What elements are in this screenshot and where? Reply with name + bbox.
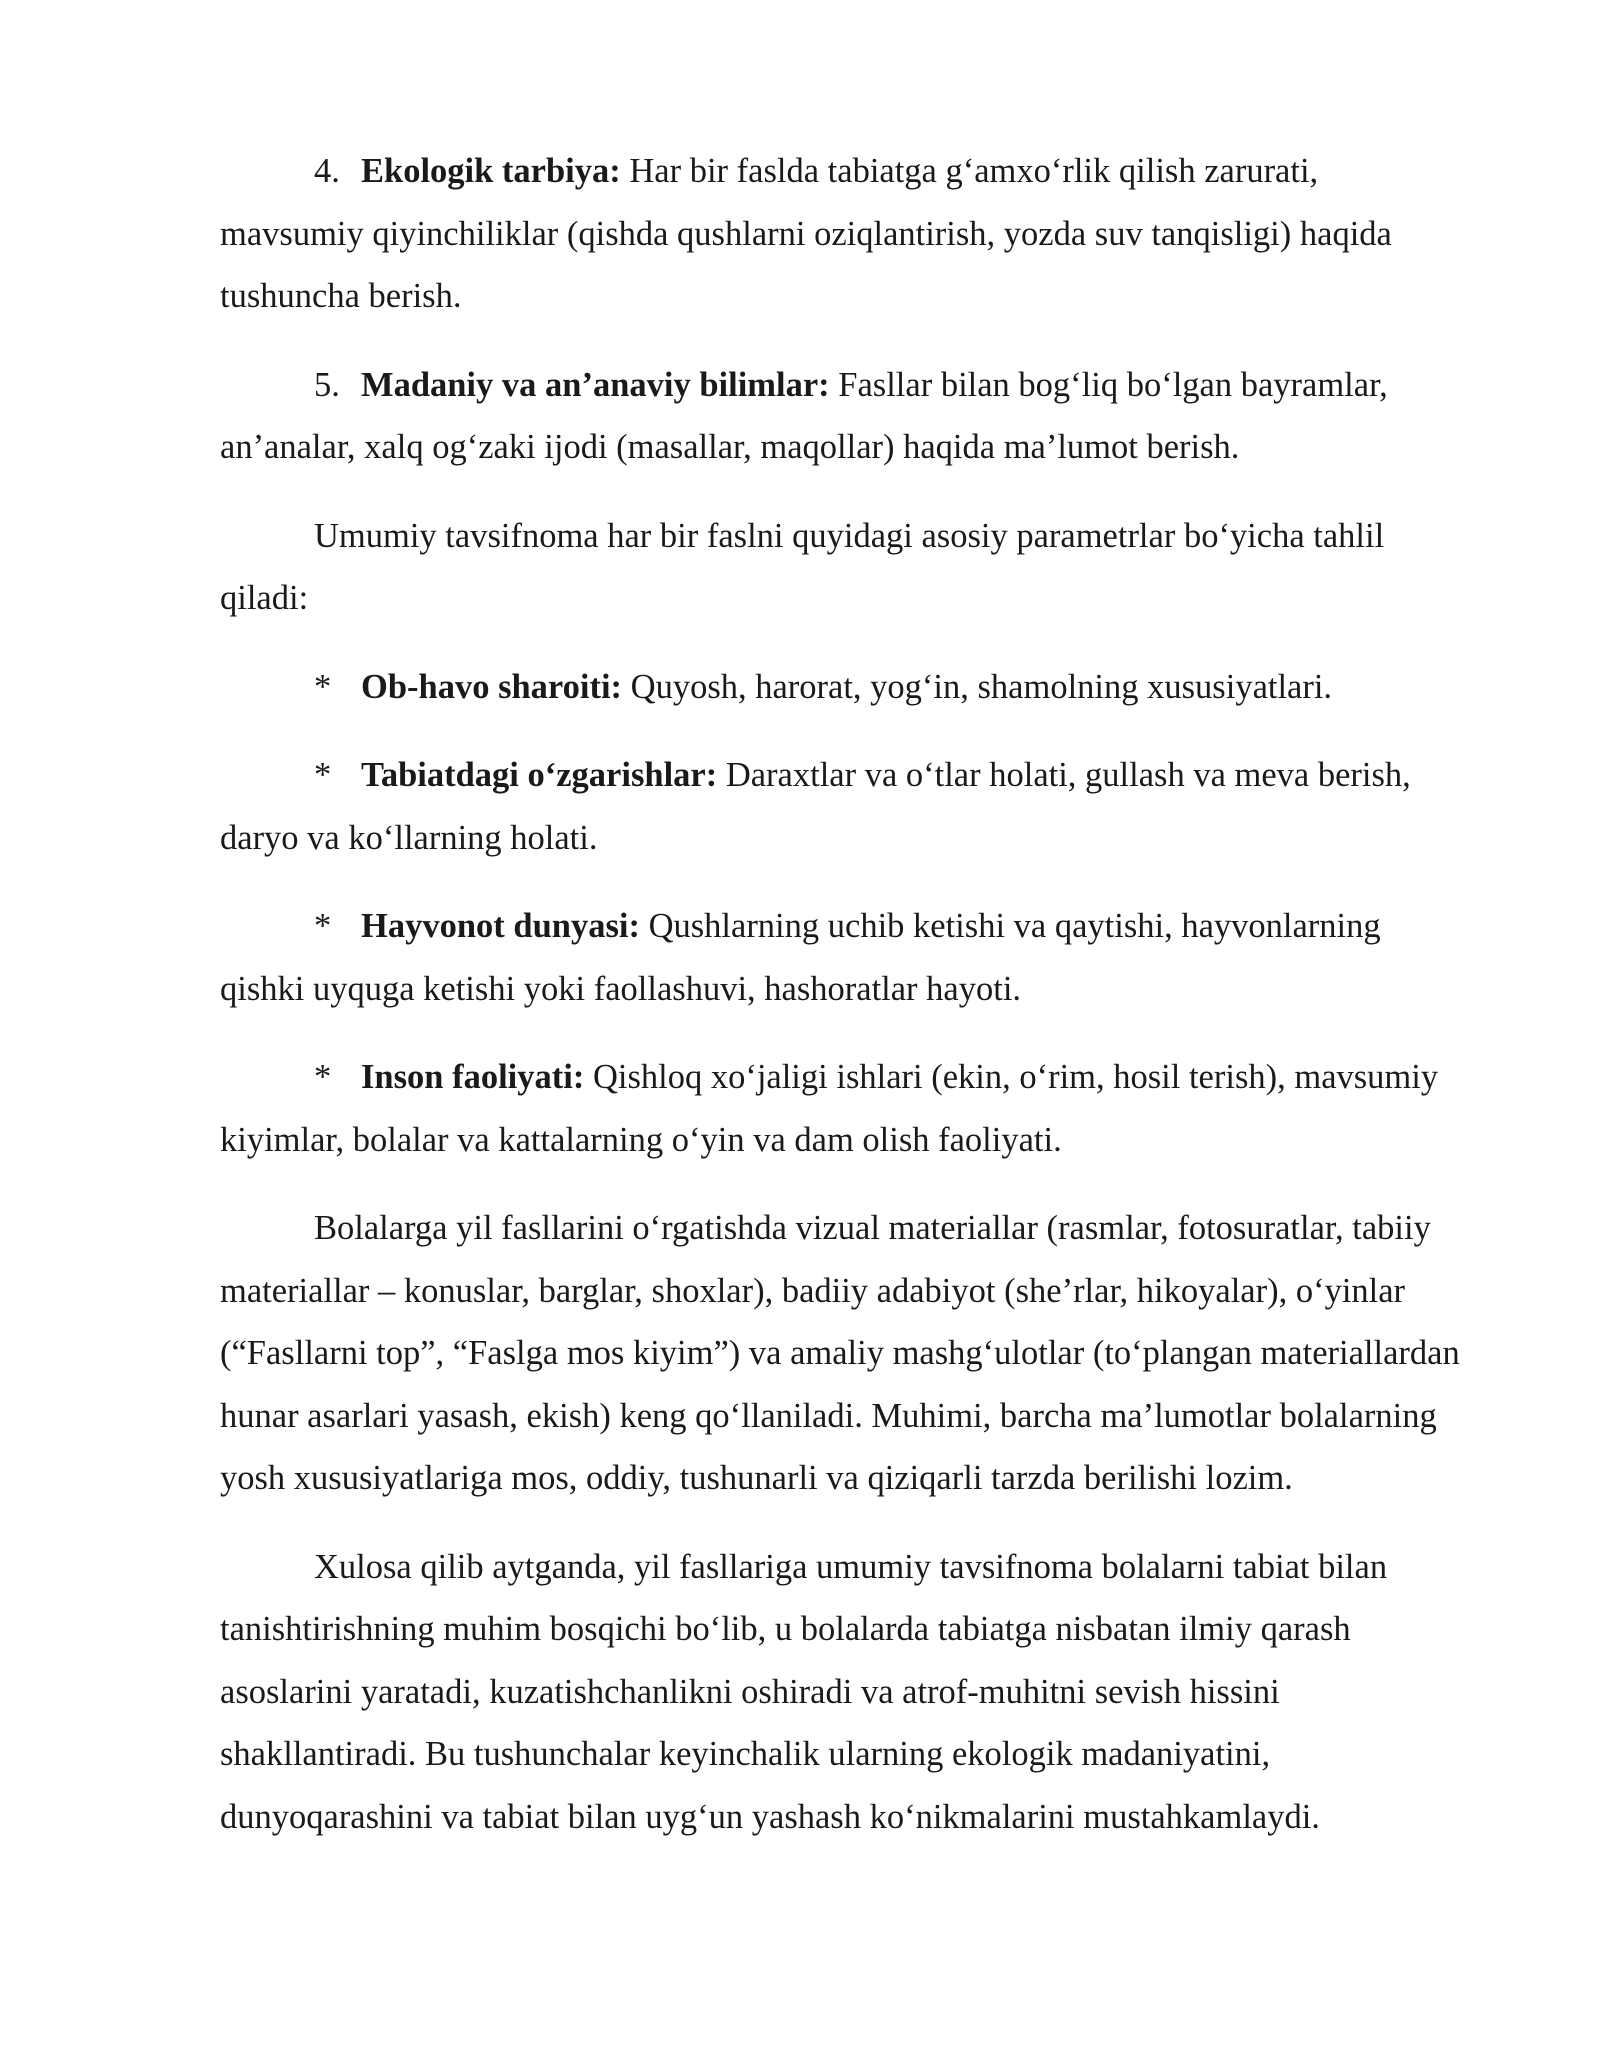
item-text: Qishloq xo‘jaligi ishlari (ekin, o‘rim, hosil terish), mavsumiy kiyimlar, bolalar va kattalarning o‘yin va dam olish faoliyati. — [220, 1058, 1439, 1159]
bullet-marker: * — [314, 667, 332, 706]
conclusion-paragraph: Xulosa qilib aytganda, yil fasllariga umumiy tavsifnoma bolalarni tabiat bilan tanishtirishning muhim bosqichi bo‘lib, u bolalarda tabiatga nisbatan ilmiy qarash asoslarini yaratadi, kuzatishchanlikni oshiradi va atrof-muhitni sevish hissini shakllantiradi. Bu tushunchalar keyinchalik ularning ekologik madaniyatini, dunyoqarashini va tabiat bilan uyg‘un yashash ko‘nikmalarini mustahkamlaydi. — [220, 1547, 1388, 1836]
bullet-item-nature-changes — [220, 744, 1470, 869]
item-term: Hayvonot dunyasi: — [361, 907, 640, 945]
numbered-item-cultural-knowledge — [220, 354, 1470, 479]
item-term: Madaniy va an’anaviy bilimlar: — [361, 365, 830, 404]
bullet-item-weather — [220, 656, 1470, 719]
list-number: 4. — [314, 152, 340, 190]
bullet-item-human-activity — [220, 1046, 1470, 1171]
list-number: 5. — [314, 365, 340, 404]
item-text: Qushlarning uchib ketishi va qaytishi, hayvonlarning qishki uyquga ketishi yoki faollashuvi, hashoratlar hayoti. — [220, 907, 1381, 1008]
item-text: Daraxtlar va o‘tlar holati, gullash va meva berish, daryo va ko‘llarning holati. — [220, 756, 1411, 857]
item-term: Inson faoliyati: — [361, 1058, 585, 1096]
item-term: Tabiatdagi o‘zgarishlar: — [361, 756, 718, 794]
item-text: Quyosh, harorat, yog‘in, shamolning xususiyatlari. — [622, 667, 1333, 706]
document-body — [220, 140, 1470, 1874]
numbered-item-ecological-education — [220, 140, 1470, 328]
bullet-marker: * — [314, 756, 332, 794]
bullet-marker: * — [314, 1058, 332, 1096]
materials-paragraph: Bolalarga yil fasllarini o‘rgatishda vizual materiallar (rasmlar, fotosuratlar, tabiiy materiallar – konuslar, barglar, shoxlar), badiiy adabiyot (she’rlar, hikoyalar), o‘yinlar (“Fasllarni top”, “Faslga mos kiyim”) va amaliy mashg‘ulotlar (to‘plangan materiallardan hunar asarlari yasash, ekish) keng qo‘llaniladi. Muhimi, barcha ma’lumotlar bolalarning yosh xususiyatlariga mos, oddiy, tushunarli va qiziqarli tarzda berilishi lozim. — [220, 1209, 1460, 1497]
bullet-item-animal-world — [220, 895, 1470, 1020]
item-term: Ekologik tarbiya: — [361, 152, 621, 190]
bullet-marker: * — [314, 907, 332, 945]
intro-paragraph: Umumiy tavsifnoma har bir faslni quyidagi asosiy parametrlar bo‘yicha tahlil qiladi: — [220, 516, 1385, 617]
item-text: Fasllar bilan bog‘liq bo‘lgan bayramlar, an’analar, xalq og‘zaki ijodi (masallar, maqollar) haqida ma’lumot berish. — [220, 365, 1388, 466]
item-term: Ob-havo sharoiti: — [361, 667, 623, 706]
item-text: Har bir faslda tabiatga g‘amxo‘rlik qilish zarurati, mavsumiy qiyinchiliklar (qishda qushlarni oziqlantirish, yozda suv tanqisligi) haqida tushuncha berish. — [220, 152, 1392, 315]
